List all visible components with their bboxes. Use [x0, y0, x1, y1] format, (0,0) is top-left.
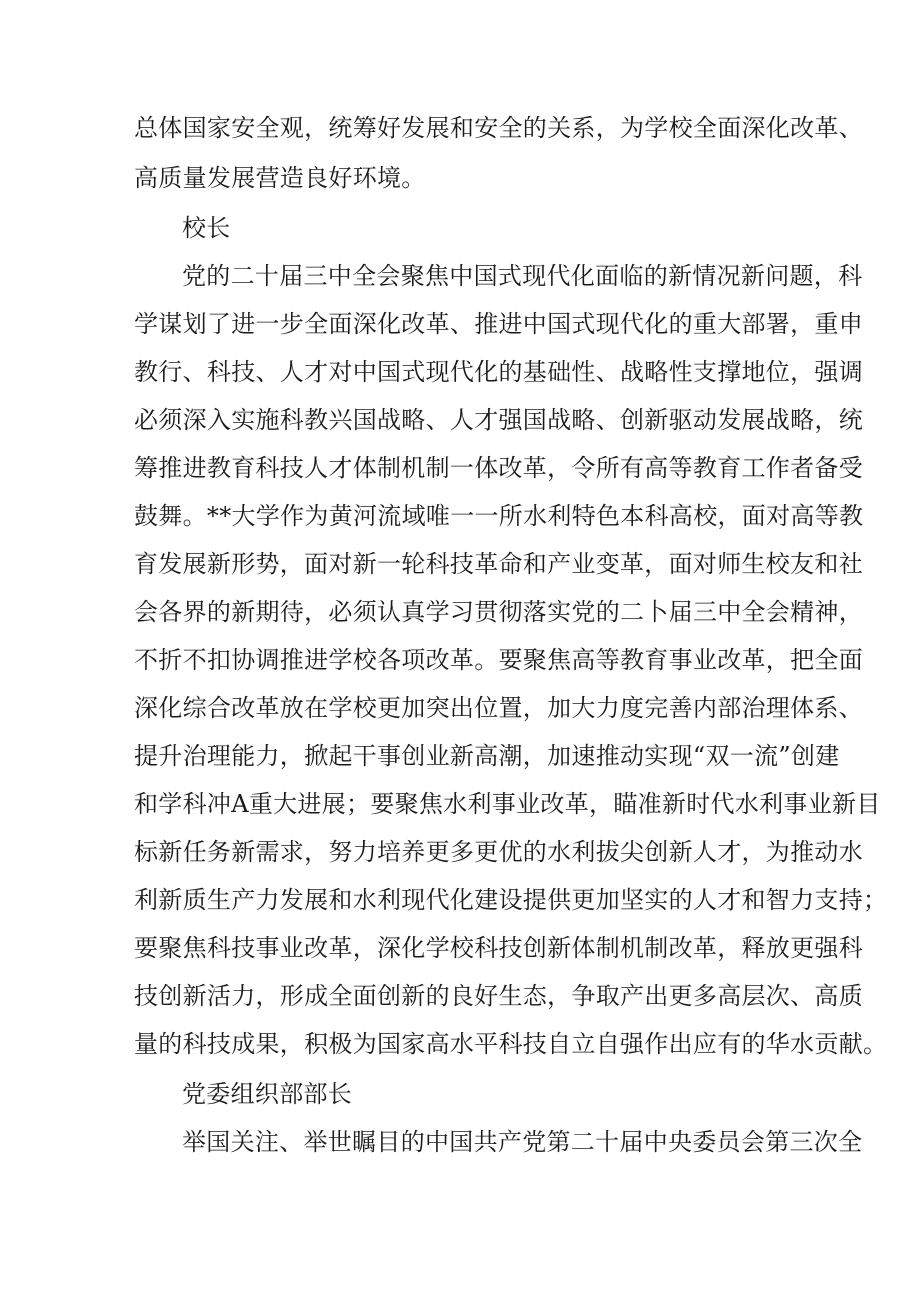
text-line: 深化综合改革放在学校更加突出位置，加大力度完善内部治理体系、 [134, 694, 863, 722]
text-line: 会各界的新期待，必须认真学习贯彻落实党的二卜届三中全会精神， [134, 598, 863, 626]
text-line: 学谋划了进一步全面深化改革、推进中国式现代化的重大部署，重申 [134, 310, 863, 338]
text-line: 技创新活力，形成全面创新的良好生态，争取产出更多高层次、高质 [134, 982, 863, 1010]
text-line: 筹推进教育科技人才体制机制一体改革，令所有高等教育工作者备受 [134, 454, 863, 482]
text-line: 鼓舞。**大学作为黄河流域唯一一所水利特色本科高校，面对高等教 [134, 502, 864, 530]
section-speaker: 校长 [182, 214, 231, 242]
text-line: 量的科技成果，积极为国家高水平科技自立自强作出应有的华水贡献。 [134, 1030, 888, 1058]
text-line: 提升治理能力，掀起干事创业新高潮，加速推动实现“双一流”创建 [134, 742, 840, 770]
text-line: 不折不扣协调推进学校各项改革。要聚焦高等教育事业改革，把全面 [134, 646, 863, 674]
text-line: 和学科冲A重大进展；要聚焦水利事业改革，瞄准新时代水利事业新目 [134, 790, 881, 818]
section-speaker: 党委组织部部长 [182, 1080, 353, 1108]
text-line: 要聚焦科技事业改革，深化学校科技创新体制机制改革，释放更强科 [134, 934, 863, 962]
text-line: 高质量发展营造良好环境。 [134, 164, 426, 192]
text-line: 必须深入实施科教兴国战略、人才强国战略、创新驱动发展战略，统 [134, 406, 863, 434]
text-line: 总体国家安全观，统筹好发展和安全的关系，为学校全面深化改革、 [134, 114, 863, 142]
text-line: 教行、科技、人才对中国式现代化的基础性、战略性支撑地位，强调 [134, 358, 863, 386]
text-line: 利新质生产力发展和水利现代化建设提供更加坚实的人才和智力支持； [134, 886, 888, 914]
text-line: 党的二十届三中全会聚焦中国式现代化面临的新情况新问题，科 [182, 262, 863, 290]
text-line: 育发展新形势，面对新一轮科技革命和产业变革，面对师生校友和社 [134, 550, 863, 578]
text-line: 标新任务新需求，努力培养更多更优的水利拔尖创新人才，为推动水 [134, 838, 863, 866]
text-line: 举国关注、举世瞩目的中国共产党第二十届中央委员会第三次全 [182, 1128, 863, 1156]
